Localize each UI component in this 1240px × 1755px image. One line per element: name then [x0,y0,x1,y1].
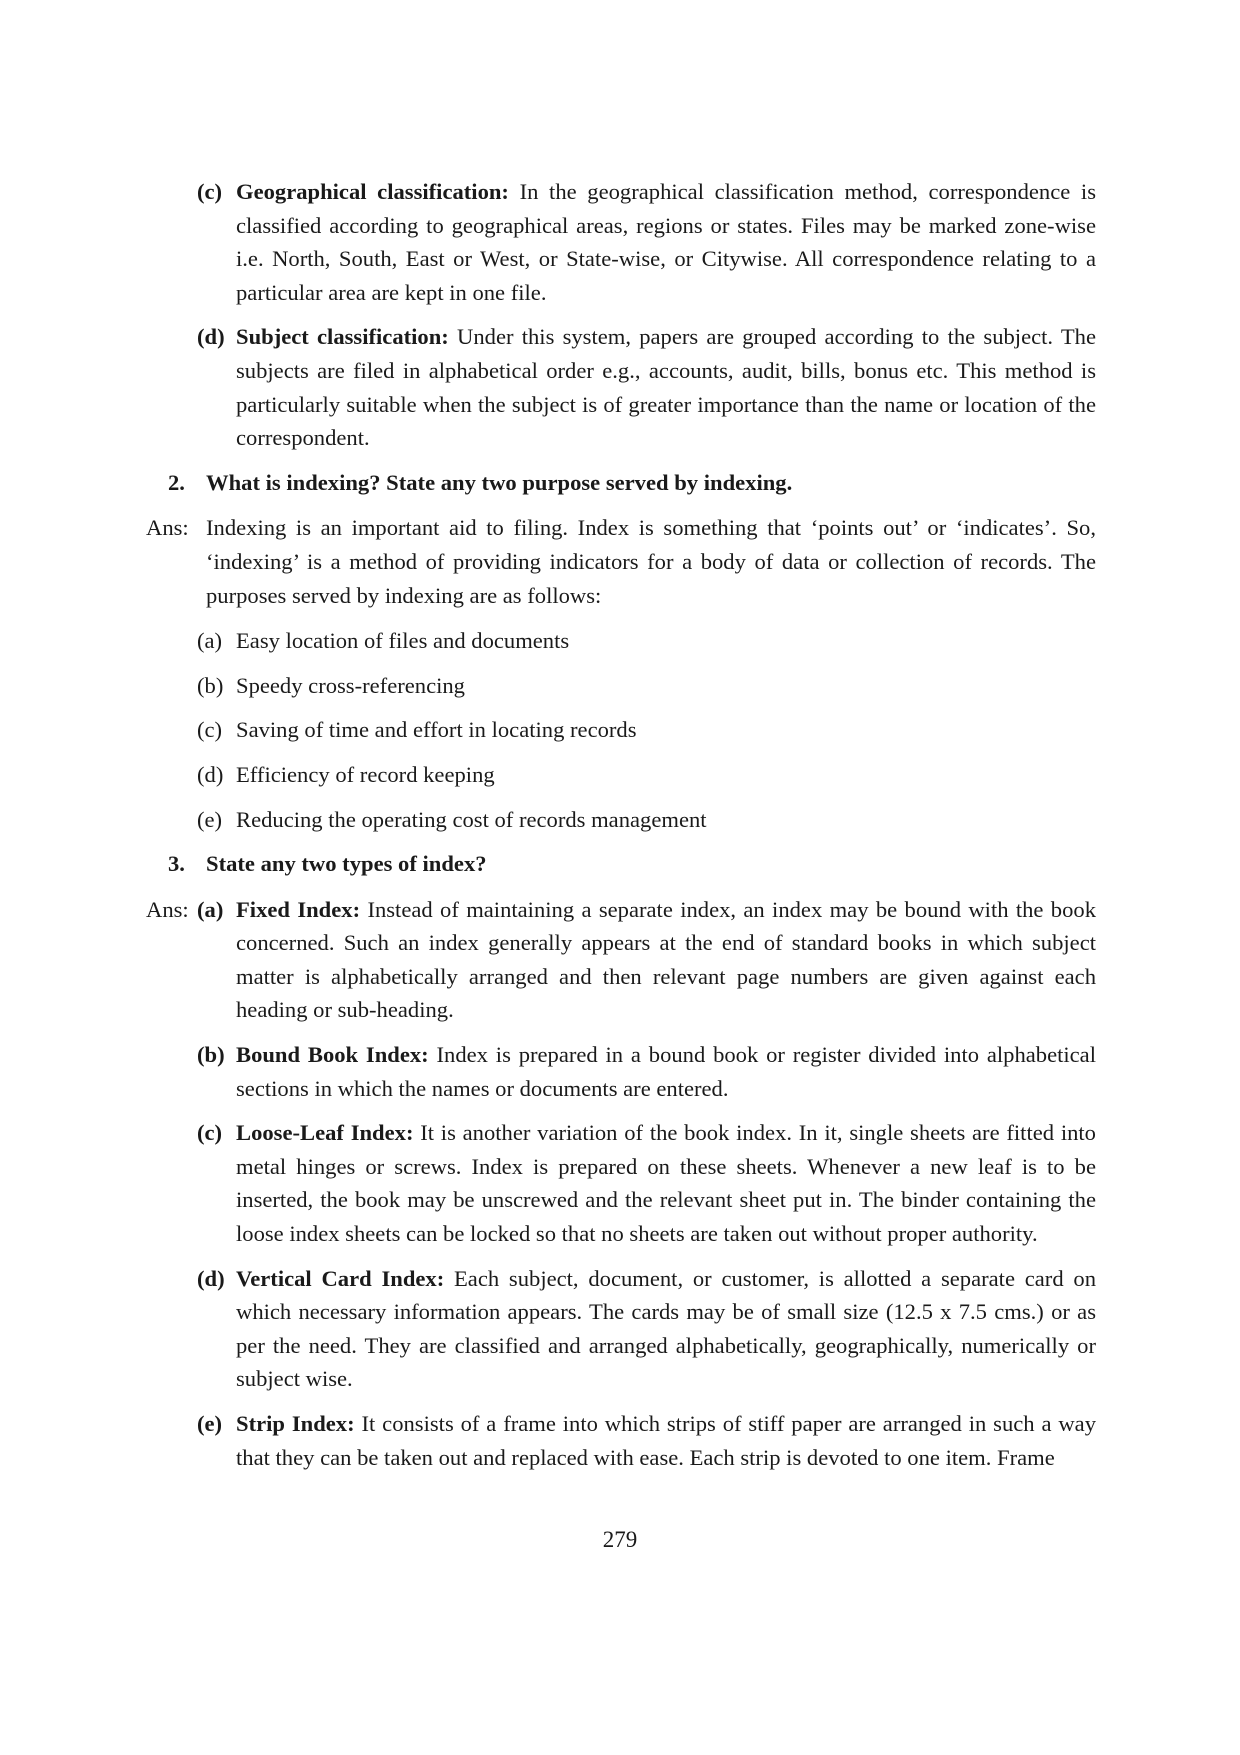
item-text: Reducing the operating cost of records management [236,806,707,832]
page-number: 279 [602,1527,638,1552]
answer-2 [146,511,1096,612]
item-text: It is another variation of the book index. In it, single sheets are fitted into metal hinges or screws. Index is prepared on these sheets. Whenever a new leaf is to be inserted, the book may be unscrewed and the relevant sheet put in. The binder containing the loose index sheets can be locked so that no sheets are taken out without proper authority. [236,1120,1096,1247]
item-mark: (c) [197,1120,223,1146]
classification-item-d [146,320,1096,454]
item-text: Under this system, papers are grouped according to the subject. The subjects are filed in alphabetical order e.g., accounts, audit, bills, bonus etc. This method is particularly suitable when the subject is of greater importance than the name or location of the correspondent. [236,324,1096,451]
item-mark: (c) [197,717,223,743]
item-text: Speedy cross-referencing [236,672,465,698]
answer-text: Indexing is an important aid to filing. Index is something that ‘points out’ or ‘indicates’. So, ‘indexing’ is a method of providing indicators for a body of data or collection of records. The purposes served by indexing are as follows: [206,515,1096,608]
item-heading: Loose-Leaf Index: [236,1120,414,1146]
item-heading: Fixed Index: [236,896,361,922]
item-text: Each subject, document, or customer, is allotted a separate card on which necessary information appears. The cards may be of small size (12.5 x 7.5 cms.) or as per the need. They are classified and arranged alphabetically, geographically, numerically or subject wise. [236,1265,1096,1392]
index-type-fixed [146,893,1096,1027]
index-type-bound-book [146,1038,1096,1105]
purpose-item [146,624,1096,658]
item-text: Index is prepared in a bound book or register divided into alphabetical sections in which the names or documents are entered. [236,1042,1096,1101]
item-heading: Vertical Card Index: [236,1265,445,1291]
item-mark: (a) [197,628,223,654]
answer-label: Ans: [146,515,189,541]
item-heading: Geographical classification: [236,179,509,204]
item-mark: (b) [197,1042,225,1068]
index-type-strip [146,1407,1096,1474]
item-text: Instead of maintaining a separate index, an index may be bound with the book concerned. Such an index generally appears at the end of standard books in which subject matter is alphabetically arranged and then relevant page numbers are given against each heading or sub-heading. [236,896,1096,1023]
question-2 [146,466,1096,500]
item-text: Efficiency of record keeping [236,761,495,787]
item-mark: (a) [197,896,224,922]
purpose-item [146,669,1096,703]
item-heading: Subject classification: [236,324,449,350]
item-text: Easy location of files and documents [236,628,570,654]
item-mark: (d) [197,324,225,350]
purpose-item [146,713,1096,747]
item-mark: (c) [197,179,223,204]
question-text: State any two types of index? [206,851,487,877]
item-mark: (d) [197,1265,225,1291]
question-3 [146,847,1096,881]
item-mark: (d) [197,761,224,787]
item-heading: Strip Index: [236,1411,355,1436]
item-text: In the geographical classification method, correspondence is classified according to geographical areas, regions or states. Files may be marked zone-wise i.e. North, South, East or West, or State-wise, or Citywise. All correspondence relating to a particular area are kept in one file. [236,179,1096,305]
purpose-item [146,803,1096,837]
item-mark: (e) [197,1411,223,1436]
index-type-loose-leaf [146,1116,1096,1250]
item-text: Saving of time and effort in locating records [236,717,637,743]
question-text: What is indexing? State any two purpose served by indexing. [206,469,793,495]
question-number: 2. [168,469,185,495]
item-text: It consists of a frame into which strips of stiff paper are arranged in such a way that they can be taken out and replaced with ease. Each strip is devoted to one item. Frame [236,1411,1096,1470]
item-heading: Bound Book Index: [236,1042,429,1068]
index-type-vertical-card [146,1262,1096,1396]
item-mark: (b) [197,672,224,698]
purpose-item [146,758,1096,792]
page-content [146,175,1096,1485]
question-number: 3. [168,851,185,877]
answer-label: Ans: [146,896,189,922]
classification-item-c [146,175,1096,309]
item-mark: (e) [197,806,223,832]
